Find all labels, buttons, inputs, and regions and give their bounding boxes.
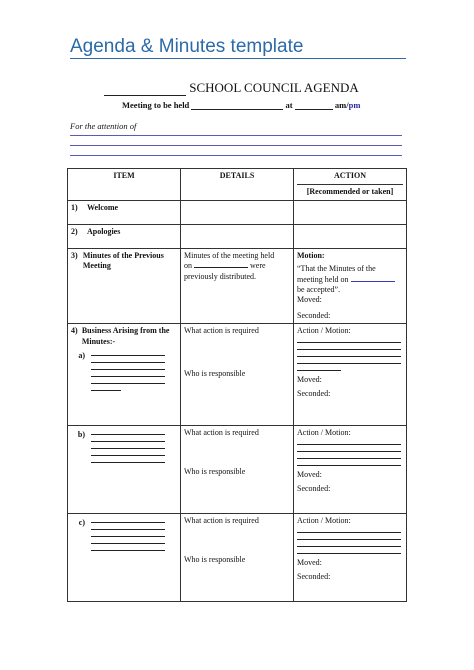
seconded-label: Seconded: (297, 388, 331, 398)
action-minutes (294, 248, 407, 323)
attention-line-3[interactable] (70, 155, 402, 156)
agenda-heading (104, 80, 359, 96)
what-action-label: What action is required (184, 516, 259, 526)
what-action-label: What action is required (184, 326, 259, 336)
details-business-c (181, 514, 294, 602)
table-row-business-b (68, 426, 407, 514)
item-number: 2) (71, 226, 78, 236)
meeting-time-blank[interactable] (295, 109, 333, 110)
item-number: 3) (71, 250, 78, 260)
details-business-a (181, 324, 294, 426)
meeting-pm: pm (348, 100, 361, 110)
col-details-header: DETAILS (181, 169, 294, 201)
item-label: Apologies (87, 226, 121, 236)
details-minutes-text-2: previously distributed. (184, 271, 256, 281)
details-business-b (181, 426, 294, 514)
moved-label: Moved: (297, 295, 322, 305)
item-welcome (68, 200, 181, 224)
moved-label: Moved: (297, 557, 322, 567)
item-label: Welcome (87, 202, 119, 212)
item-label: Business Arising from the Minutes:- (81, 326, 170, 346)
col-action-header (294, 169, 407, 201)
sub-label: a) (78, 350, 85, 360)
sub-item-b (71, 430, 177, 463)
attention-line-1[interactable] (70, 135, 402, 136)
action-motion-label: Action / Motion: (297, 428, 351, 438)
agenda-title: SCHOOL COUNCIL AGENDA (189, 80, 359, 95)
meeting-at: at (285, 100, 293, 110)
table-row-welcome (68, 200, 407, 224)
sub-item-a (71, 351, 177, 391)
item-number: 4) (71, 326, 78, 336)
meeting-date-blank[interactable] (191, 109, 283, 110)
item-label: Minutes of the Previous Meeting (82, 250, 164, 271)
seconded-label: Seconded: (297, 310, 331, 320)
item-business-c (68, 514, 181, 602)
details-apologies[interactable] (181, 224, 294, 248)
action-welcome[interactable] (294, 200, 407, 224)
action-lines[interactable] (297, 342, 403, 371)
item-business-b (68, 426, 181, 514)
col-item-header: ITEM (68, 169, 181, 201)
template-title: Agenda & Minutes template (70, 36, 304, 57)
table-row-minutes (68, 248, 407, 323)
meeting-line (122, 100, 360, 110)
action-business-b (294, 426, 407, 514)
action-business-a (294, 324, 407, 426)
school-name-blank[interactable] (104, 95, 186, 96)
what-action-label: What action is required (184, 428, 259, 438)
action-motion-label: Action / Motion: (297, 516, 351, 526)
sub-lines[interactable] (91, 430, 165, 463)
col-action-sub: [Recommended or taken] (297, 184, 403, 197)
item-minutes (68, 248, 181, 323)
details-minutes (181, 248, 294, 323)
table-row-apologies (68, 224, 407, 248)
action-lines[interactable] (297, 444, 403, 466)
sub-lines[interactable] (91, 351, 165, 391)
table-header-row (68, 169, 407, 201)
meeting-am: am/ (334, 100, 349, 110)
motion-text-1: “That the Minutes of the meeting held on (297, 264, 376, 284)
seconded-label: Seconded: (297, 483, 331, 493)
title-rule (70, 58, 406, 59)
action-motion-label: Action / Motion: (297, 326, 351, 336)
who-responsible-label: Who is responsible (184, 554, 246, 564)
seconded-label: Seconded: (297, 571, 331, 581)
table-row-business-a (68, 324, 407, 426)
item-apologies (68, 224, 181, 248)
attention-line-2[interactable] (70, 145, 402, 146)
details-minutes-were: were (250, 261, 266, 271)
details-welcome[interactable] (181, 200, 294, 224)
table-row-business-c (68, 514, 407, 602)
moved-label: Moved: (297, 374, 322, 384)
action-business-c (294, 514, 407, 602)
sub-label: b) (77, 430, 85, 440)
motion-date-blank[interactable] (351, 281, 395, 282)
action-apologies[interactable] (294, 224, 407, 248)
who-responsible-label: Who is responsible (184, 466, 246, 476)
col-action-label: ACTION (333, 171, 366, 180)
sub-lines[interactable] (91, 518, 165, 551)
minutes-date-blank[interactable] (194, 267, 248, 268)
details-minutes-text-1: Minutes of the meeting held (184, 250, 275, 260)
action-lines[interactable] (297, 532, 403, 554)
details-minutes-on: on (184, 261, 192, 271)
item-business (68, 324, 181, 426)
item-number: 1) (71, 202, 78, 212)
meeting-label: Meeting to be held (122, 100, 190, 110)
who-responsible-label: Who is responsible (184, 368, 246, 378)
moved-label: Moved: (297, 469, 322, 479)
agenda-table (67, 168, 407, 602)
attention-label: For the attention of (70, 121, 137, 131)
motion-label: Motion: (297, 250, 325, 260)
motion-text-2: be accepted”. (297, 284, 341, 294)
sub-label: c) (78, 518, 85, 528)
sub-item-c (71, 518, 177, 551)
